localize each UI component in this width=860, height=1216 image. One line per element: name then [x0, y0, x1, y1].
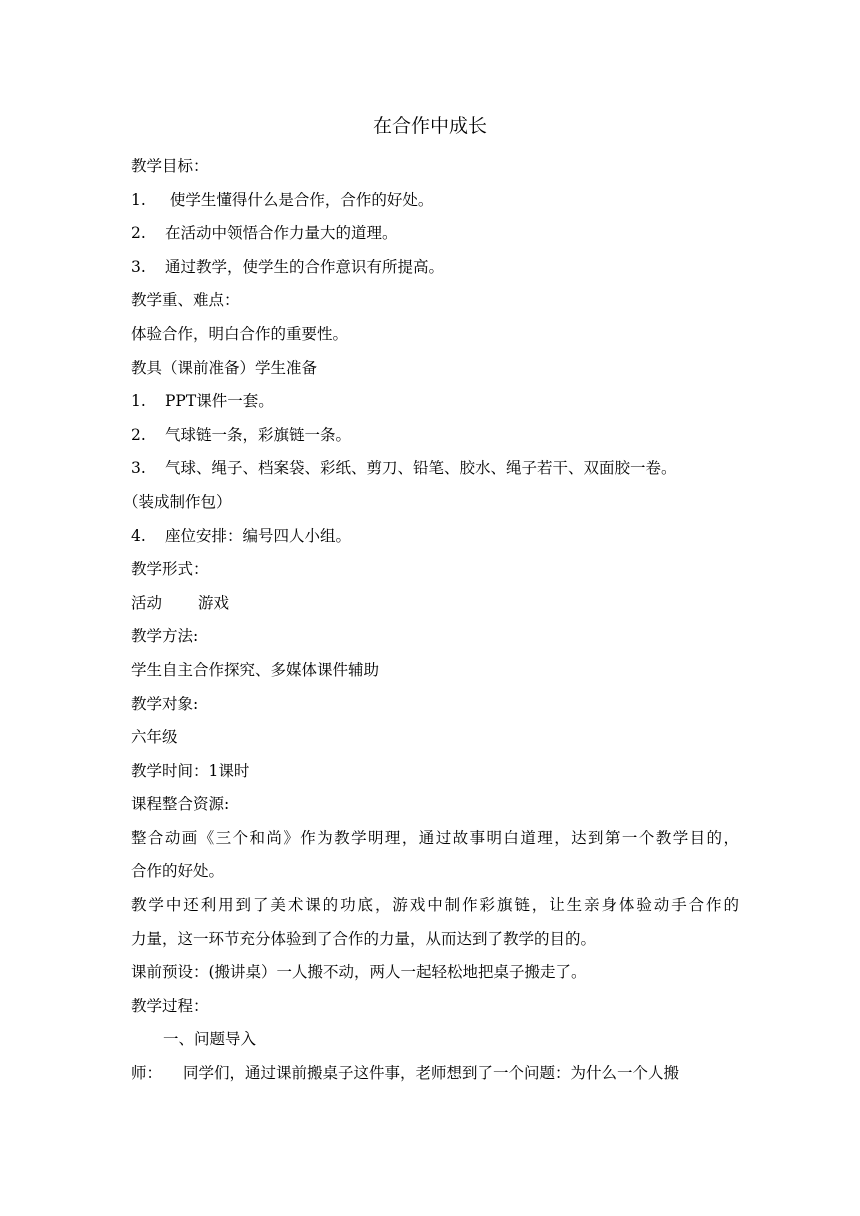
form-item-activity: 活动: [131, 593, 163, 612]
goals-heading: 教学目标：: [131, 157, 209, 175]
tools-heading: 教具（课前准备）学生准备: [131, 358, 318, 377]
teacher-label: 师：: [131, 1064, 163, 1083]
tool-text: PPT课件一套。: [165, 392, 274, 411]
goal-number: 2.: [131, 224, 146, 243]
tool-text: 气球链一条，彩旗链一条。: [165, 425, 352, 444]
tool-number: 1.: [131, 392, 146, 411]
tool-text: 座位安排：编号四人小组。: [165, 526, 352, 545]
tool-item-3-continued: （装成制作包）: [123, 492, 232, 511]
form-heading: 教学形式：: [131, 560, 209, 579]
goal-text: 在活动中领悟合作力量大的道理。: [165, 224, 398, 243]
teacher-text: 同学们，通过课前搬桌子这件事，老师想到了一个问题：为什么一个人搬: [183, 1064, 680, 1083]
form-items: [131, 587, 739, 621]
tool-number: 3.: [131, 459, 146, 478]
goal-text: 使学生懂得什么是合作，合作的好处。: [165, 190, 434, 209]
process-heading: 教学过程：: [131, 996, 209, 1015]
target-text: 六年级: [131, 728, 178, 747]
tool-item-3: [131, 452, 739, 486]
target-heading: 教学对象:: [131, 694, 199, 713]
preset-text: 课前预设：(搬讲桌）一人搬不动，两人一起轻松地把桌子搬走了。: [131, 963, 587, 982]
section-heading-1: 一、问题导入: [163, 1030, 257, 1049]
method-heading: 教学方法:: [131, 627, 199, 646]
tool-number: 2.: [131, 425, 146, 444]
resource-paragraph-1-line-1: 整合动画《三个和尚》作为教学明理，通过故事明白道理，达到第一个教学目的，: [131, 828, 739, 847]
tool-item-1: [131, 385, 739, 419]
tool-number: 4.: [131, 526, 146, 545]
teacher-line: [131, 1057, 739, 1091]
key-heading: 教学重、难点：: [131, 291, 240, 310]
goal-number: 3.: [131, 257, 146, 276]
document-title: 在合作中成长: [372, 115, 487, 137]
goal-item-1: [131, 184, 739, 218]
method-text: 学生自主合作探究、多媒体课件辅助: [131, 660, 380, 679]
resource-paragraph-1-line-2: 合作的好处。: [131, 862, 225, 881]
time-text: 教学时间：1课时: [131, 761, 250, 780]
tool-text: 气球、绳子、档案袋、彩纸、剪刀、铅笔、胶水、绳子若干、双面胶一卷。: [165, 459, 677, 478]
goal-item-2: [131, 217, 739, 251]
resource-heading: 课程整合资源:: [131, 795, 230, 814]
form-item-game: 游戏: [198, 593, 230, 612]
key-text: 体验合作，明白合作的重要性。: [131, 324, 349, 343]
tool-item-4: [131, 520, 739, 554]
document-body: [123, 150, 739, 1091]
goal-text: 通过教学，使学生的合作意识有所提高。: [165, 257, 445, 276]
goal-item-3: [131, 251, 739, 285]
tool-item-2: [131, 419, 739, 453]
resource-paragraph-2-line-1: 教学中还利用到了美术课的功底，游戏中制作彩旗链，让生亲身体验动手合作的: [131, 896, 739, 915]
resource-paragraph-2-line-2: 力量，这一环节充分体验到了合作的力量，从而达到了教学的目的。: [131, 929, 597, 948]
goal-number: 1.: [131, 190, 146, 209]
